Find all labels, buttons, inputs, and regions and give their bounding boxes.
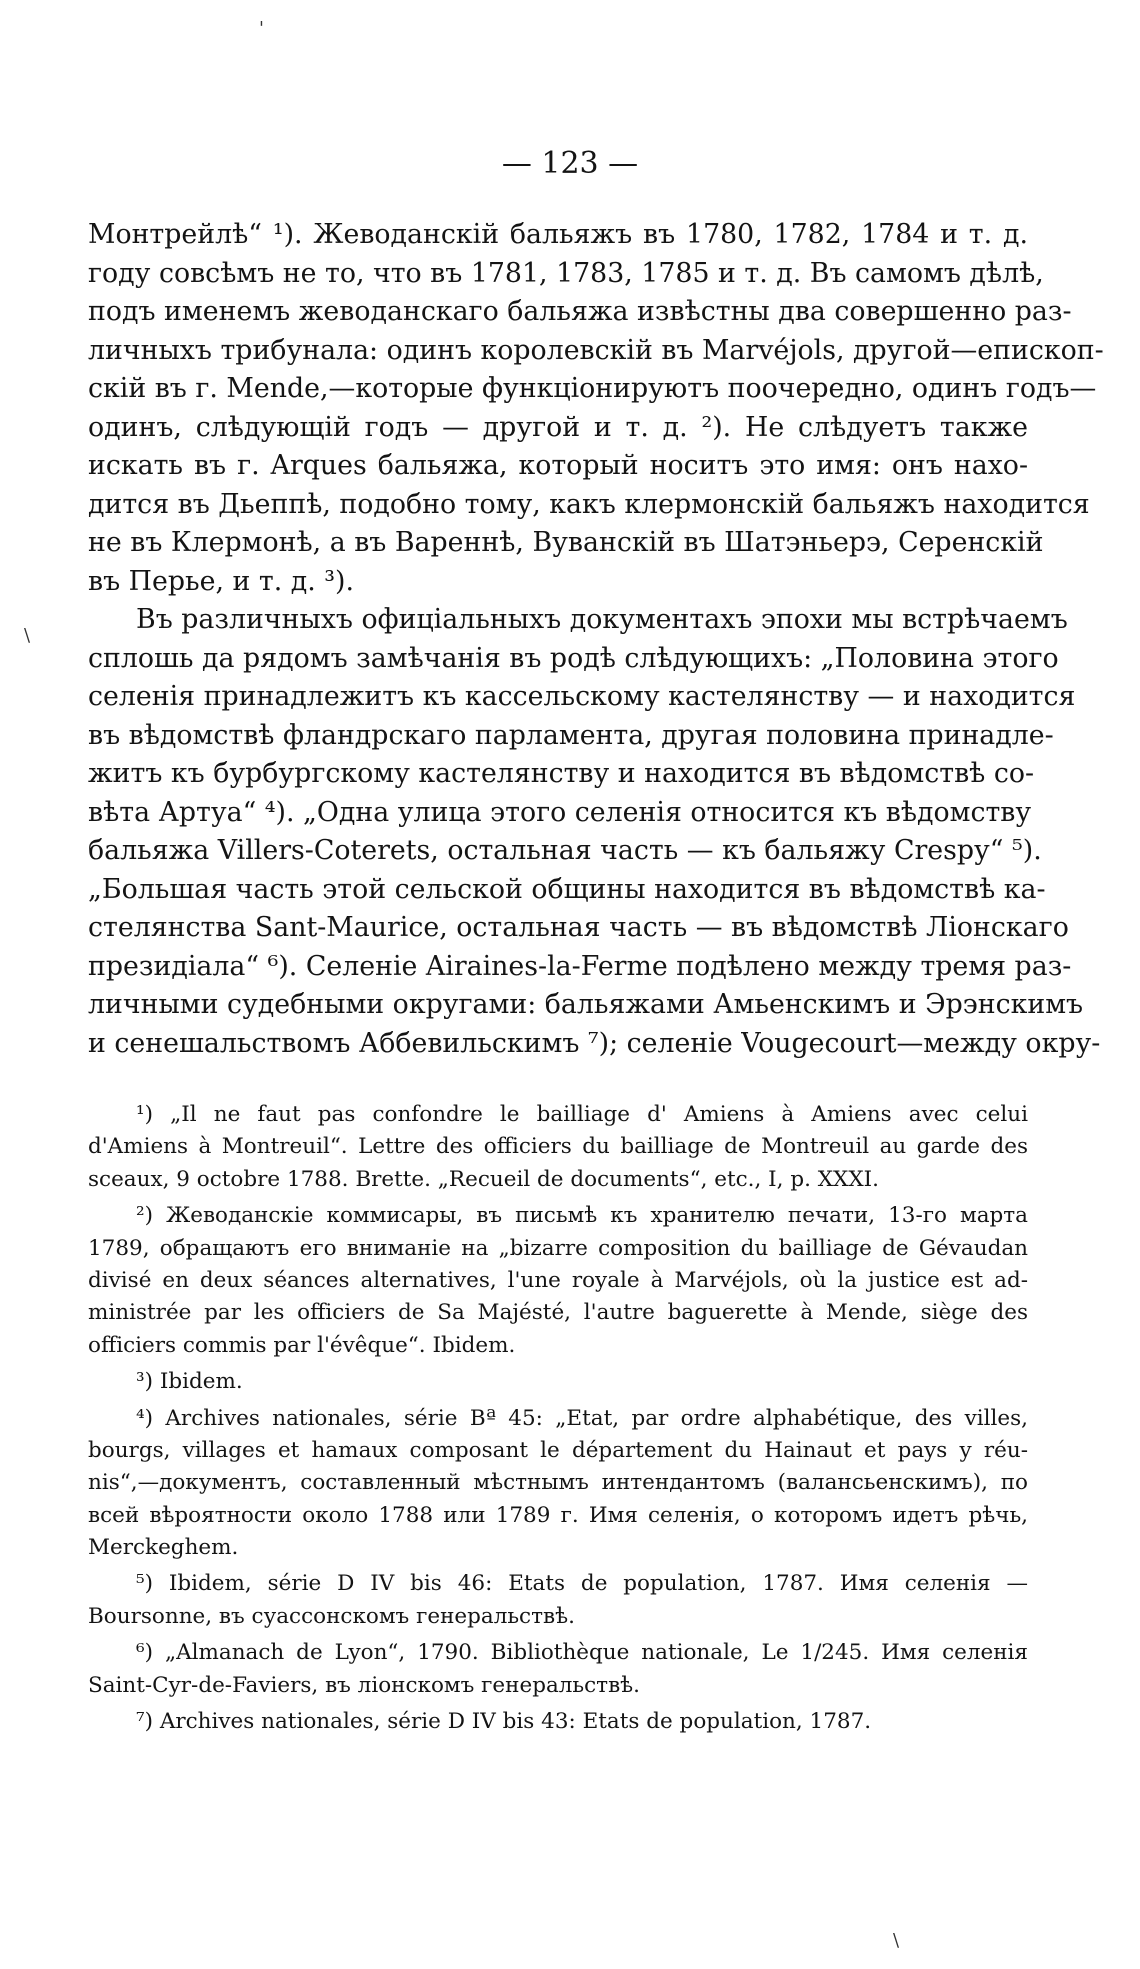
text-line: личныхъ трибунала: одинъ королевскій въ Marvéjols, другой—епископ- xyxy=(88,334,1104,366)
text-line: одинъ, слѣдующій годъ — другой и т. д. ²). Не слѣдуетъ также xyxy=(88,411,1028,443)
footnote-line: 1789, обращаютъ его вниманіе на „bizarre composition du bailliage de Gévaudan xyxy=(88,1235,1028,1261)
text-line: президіала“ ⁶). Селеніе Airaines-la-Ferme подѣлено между тремя раз- xyxy=(88,950,1072,982)
text-line: житъ къ бурбургскому кастелянству и находится въ вѣдомствѣ со- xyxy=(88,758,1035,789)
footnote-line: ²) Жеводанскіе коммисары, въ письмѣ къ хранителю печати, 13-го марта xyxy=(136,1203,1028,1229)
text-line: селенія принадлежитъ къ кассельскому кастелянству — и находится xyxy=(88,681,1076,712)
footnote-line: всей вѣроятности около 1788 или 1789 г. Имя селенія, о которомъ идетъ рѣчь, xyxy=(88,1502,1028,1528)
footnote-line: ⁴) Archives nationales, série Bª 45: „Etat, par ordre alphabétique, des villes, xyxy=(136,1405,1028,1431)
footnote-line: Merckeghem. xyxy=(88,1535,239,1561)
text-line: не въ Клермонѣ, а въ Вареннѣ, Вуванскій въ Шатэньерэ, Серенскій xyxy=(88,527,1044,558)
text-line: „Большая часть этой сельской общины находится въ вѣдомствѣ ка- xyxy=(88,873,1046,905)
page-number: — 123 — xyxy=(501,146,639,181)
text-line: подъ именемъ жеводанскаго бальяжа извѣстны два совершенно раз- xyxy=(88,296,1072,327)
footnote-line: d'Amiens à Montreuil“. Lettre des officiers du bailliage de Montreuil au garde des xyxy=(88,1134,1028,1160)
footnote-line: ⁶) „Almanach de Lyon“, 1790. Bibliothèque nationale, Le 1/245. Имя селенія xyxy=(136,1640,1028,1666)
main-text xyxy=(88,216,1104,1063)
footnote-line: bourgs, villages et hamaux composant le département du Hainaut et pays y réu- xyxy=(88,1437,1028,1463)
footnote-line: officiers commis par l'évêque“. Ibidem. xyxy=(88,1332,516,1358)
footnote-line: sceaux, 9 octobre 1788. Brette. „Recueil de documents“, etc., I, p. XXXI. xyxy=(88,1166,879,1192)
footnote-line: ⁷) Archives nationales, série D IV bis 43: Etats de population, 1787. xyxy=(136,1709,872,1735)
footnote-line: ¹) „Il ne faut pas confondre le bailliage d' Amiens à Amiens avec celui xyxy=(136,1102,1028,1127)
footnote-line: divisé en deux séances alternatives, l'une royale à Marvéjols, où la justice est ad- xyxy=(88,1267,1028,1293)
footnote-line: ³) Ibidem. xyxy=(136,1369,243,1395)
text-line: вѣта Артуа“ ⁴). „Одна улица этого селенія относится къ вѣдомству xyxy=(88,796,1032,828)
text-line: бальяжа Villers-Coterets, остальная часть — къ бальяжу Cresру“ ⁵). xyxy=(88,835,1042,866)
text-line: Въ различныхъ офиціальныхъ документахъ эпохи мы встрѣчаемъ xyxy=(136,604,1068,635)
text-line: дится въ Дьеппѣ, подобно тому, какъ клермонскій бальяжъ находится xyxy=(88,488,1090,520)
text-line: стелянства Sant-Maurice, остальная часть — въ вѣдомствѣ Ліонскаго xyxy=(88,912,1069,943)
text-line: искать въ г. Arques бальяжа, который носитъ это имя: онъ нахо- xyxy=(88,450,1028,481)
text-line: году совсѣмъ не то, что въ 1781, 1783, 1785 и т. д. Въ самомъ дѣлѣ, xyxy=(88,257,1044,289)
scan-mark: \ xyxy=(893,1930,900,1951)
text-line: Монтрейлѣ“ ¹). Жеводанскій бальяжъ въ 1780, 1782, 1784 и т. д. xyxy=(88,219,1028,250)
footnote-line: nis“,—документъ, составленный мѣстнымъ интендантомъ (валансьенскимъ), по xyxy=(88,1470,1028,1496)
text-line: въ вѣдомствѣ фландрскаго парламента, другая половина принадле- xyxy=(88,719,1054,751)
text-line: личными судебными округами: бальяжами Амьенскимъ и Эрэнскимъ xyxy=(88,989,1084,1020)
footnote-line: Boursonne, въ суассонскомъ генеральствѣ. xyxy=(88,1603,575,1629)
scan-mark: \ xyxy=(24,625,31,646)
footnote-line: ⁵) Ibidem, série D IV bis 46: Etats de population, 1787. Имя селенія — xyxy=(136,1571,1028,1597)
text-line: въ Перье, и т. д. ³). xyxy=(88,565,355,597)
text-line: и сенешальствомъ Аббевильскимъ ⁷); селеніе Vougecourt—между окру- xyxy=(88,1027,1101,1059)
text-line: сплошь да рядомъ замѣчанія въ родѣ слѣдующихъ: „Половина этого xyxy=(88,642,1059,674)
text-line: скій въ г. Mende,—которые функціонируютъ поочередно, одинъ годъ— xyxy=(88,373,1097,404)
footnotes xyxy=(88,1099,1028,1738)
footnote-line: Saint-Cyr-de-Faviers, въ ліонскомъ генеральствѣ. xyxy=(88,1672,640,1698)
footnote-line: ministrée par les officiers de Sa Majésté, l'autre baguerette à Mende, siège des xyxy=(88,1300,1028,1326)
scan-mark: ' xyxy=(259,18,264,39)
